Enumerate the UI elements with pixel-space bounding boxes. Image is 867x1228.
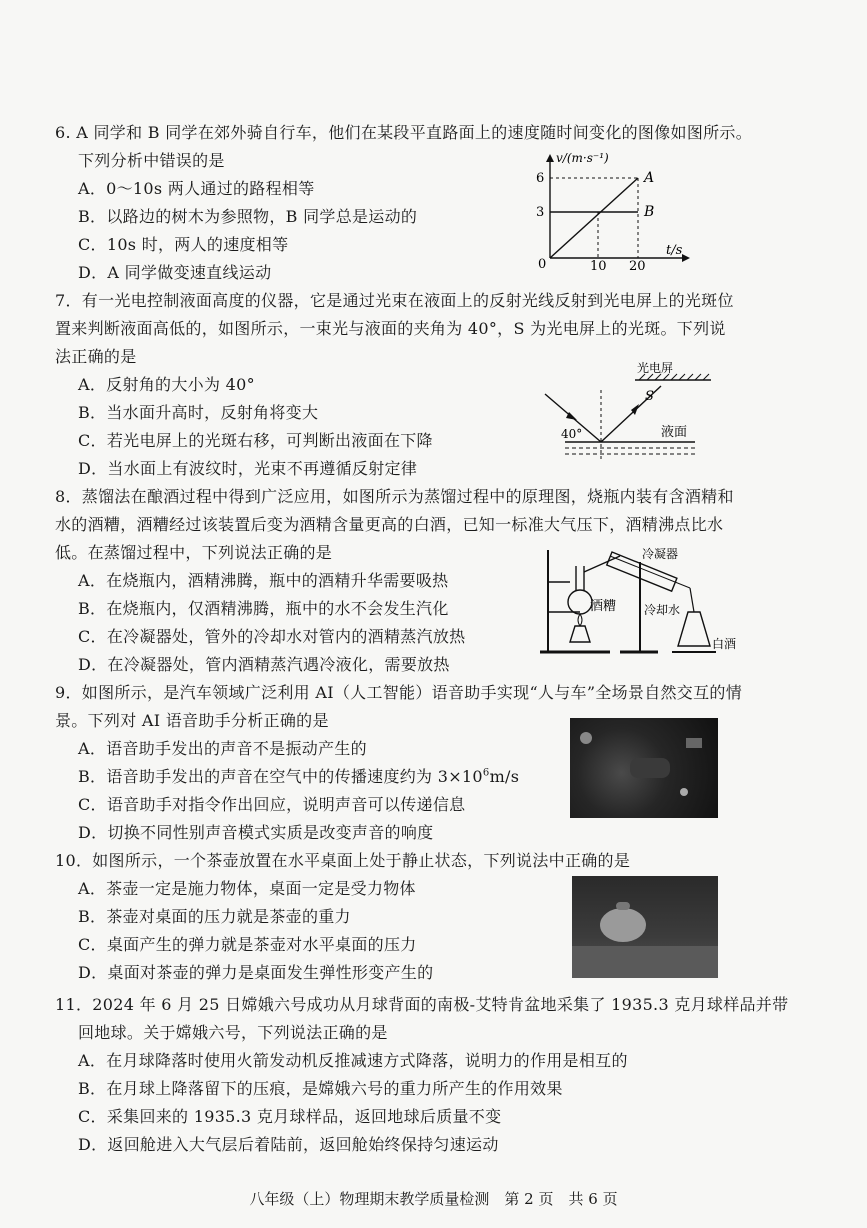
mash-label: 酒糟 bbox=[590, 599, 617, 614]
series-a-label: A bbox=[644, 170, 655, 186]
light-reflection-figure bbox=[535, 360, 715, 470]
q6-option-c: C．10s 时，两人的速度相等 bbox=[78, 235, 289, 254]
y-tick-0: 0 bbox=[538, 257, 547, 270]
series-b-label: B bbox=[644, 204, 655, 220]
q8-stem: 8．蒸馏法在酿酒过程中得到广泛应用，如图所示为蒸馏过程中的原理图，烧瓶内装有含酒精和 bbox=[55, 487, 734, 506]
q9-option-d: D．切换不同性别声音模式实质是改变声音的响度 bbox=[78, 823, 434, 842]
q9-option-a: A．语音助手发出的声音不是振动产生的 bbox=[78, 739, 367, 758]
q7-option-b: B．当水面升高时，反射角将变大 bbox=[78, 403, 319, 422]
teapot-photo bbox=[572, 876, 718, 978]
q7-option-d: D．当水面上有波纹时，光束不再遵循反射定律 bbox=[78, 459, 418, 478]
q6-stem-line2: 下列分析中错误的是 bbox=[78, 151, 225, 170]
q9-option-b-unit: m/s bbox=[489, 767, 520, 786]
q10-option-c: C．桌面产生的弹力就是茶壶对水平桌面的压力 bbox=[78, 935, 417, 954]
liquid-label: 液面 bbox=[661, 425, 688, 440]
q10-option-a: A．茶壶一定是施力物体，桌面一定是受力物体 bbox=[78, 879, 416, 898]
page-footer: 八年级（上）物理期末教学质量检测 第 2 页 共 6 页 bbox=[249, 1190, 618, 1208]
cooling-water-label: 冷却水 bbox=[644, 603, 681, 617]
q8-stem-line3: 低。在蒸馏过程中，下列说法正确的是 bbox=[55, 543, 333, 562]
y-tick-3: 3 bbox=[536, 205, 545, 220]
q7-stem-line3: 法正确的是 bbox=[55, 347, 137, 366]
liquor-label: 白酒 bbox=[712, 637, 737, 651]
q9-stem: 9．如图所示，是汽车领域广泛利用 AI（人工智能）语音助手实现“人与车”全场景自然交互的情 bbox=[55, 683, 743, 702]
q11-stem-line2: 回地球。关于嫦娥六号，下列说法正确的是 bbox=[78, 1023, 388, 1042]
y-axis-label: v/(m·s⁻¹) bbox=[556, 151, 609, 165]
q11-option-a: A．在月球降落时使用火箭发动机反推减速方式降落，说明力的作用是相互的 bbox=[78, 1051, 628, 1070]
q8-option-b: B．在烧瓶内，仅酒精沸腾，瓶中的水不会发生汽化 bbox=[78, 599, 449, 618]
q11-option-c: C．采集回来的 1935.3 克月球样品，返回地球后质量不变 bbox=[78, 1107, 502, 1126]
q11-option-d: D．返回舱进入大气层后着陆前，返回舱始终保持匀速运动 bbox=[78, 1135, 499, 1154]
q8-option-d: D．在冷凝器处，管内酒精蒸汽遇冷液化，需要放热 bbox=[78, 655, 450, 674]
q9-stem-line2: 景。下列对 AI 语音助手分析正确的是 bbox=[55, 711, 329, 730]
q6-option-b: B．以路边的树木为参照物，B 同学总是运动的 bbox=[78, 207, 418, 226]
condenser-label: 冷凝器 bbox=[642, 547, 679, 561]
q6-stem: 6. A 同学和 B 同学在郊外骑自行车，他们在某段平直路面上的速度随时间变化的图像如图所示。 bbox=[55, 123, 753, 142]
q6-option-a: A．0～10s 两人通过的路程相等 bbox=[78, 179, 315, 198]
q8-option-a: A．在烧瓶内，酒精沸腾，瓶中的酒精升华需要吸热 bbox=[78, 571, 449, 590]
q11-option-b: B．在月球上降落留下的压痕，是嫦娥六号的重力所产生的作用效果 bbox=[78, 1079, 563, 1098]
q10-option-b: B．茶壶对桌面的压力就是茶壶的重力 bbox=[78, 907, 351, 926]
y-tick-6: 6 bbox=[536, 171, 545, 186]
q9-option-c: C．语音助手对指令作出回应，说明声音可以传递信息 bbox=[78, 795, 466, 814]
x-tick-10: 10 bbox=[590, 259, 607, 270]
q9-option-b-text: B．语音助手发出的声音在空气中的传播速度约为 3×10 bbox=[78, 767, 483, 786]
series-a-line bbox=[550, 178, 638, 258]
q9-option-b bbox=[78, 764, 519, 787]
q7-stem-line2: 置来判断液面高低的，如图所示，一束光与液面的夹角为 40°，S 为光电屏上的光斑。下列说 bbox=[55, 319, 726, 338]
angle-label: 40° bbox=[561, 427, 583, 441]
distillation-figure bbox=[540, 542, 750, 662]
x-axis-label: t/s bbox=[666, 243, 683, 258]
q10-option-d: D．桌面对茶壶的弹力是桌面发生弹性形变产生的 bbox=[78, 963, 434, 982]
q11-stem: 11．2024 年 6 月 25 日嫦娥六号成功从月球背面的南极-艾特肯盆地采集了 1935.3 克月球样品并带 bbox=[55, 995, 789, 1014]
q7-option-c: C．若光电屏上的光斑右移，可判断出液面在下降 bbox=[78, 431, 433, 450]
q6-option-d: D．A 同学做变速直线运动 bbox=[78, 263, 272, 282]
q8-stem-line2: 水的酒糟，酒糟经过该装置后变为酒精含量更高的白酒，已知一标准大气压下，酒精沸点比水 bbox=[55, 515, 724, 534]
car-ai-assistant-photo bbox=[570, 718, 718, 818]
q8-option-c: C．在冷凝器处，管外的冷却水对管内的酒精蒸汽放热 bbox=[78, 627, 466, 646]
screen-label: 光电屏 bbox=[637, 361, 674, 375]
x-tick-20: 20 bbox=[629, 259, 646, 270]
velocity-time-graph bbox=[530, 150, 690, 270]
q10-stem: 10．如图所示，一个茶壶放置在水平桌面上处于静止状态，下列说法中正确的是 bbox=[55, 851, 631, 870]
q7-stem: 7．有一光电控制液面高度的仪器，它是通过光束在液面上的反射光线反射到光电屏上的光斑位 bbox=[55, 291, 734, 310]
q9-option-b-exponent: 6 bbox=[482, 767, 490, 779]
spot-label: S bbox=[645, 389, 654, 404]
q7-option-a: A．反射角的大小为 40° bbox=[78, 375, 255, 394]
